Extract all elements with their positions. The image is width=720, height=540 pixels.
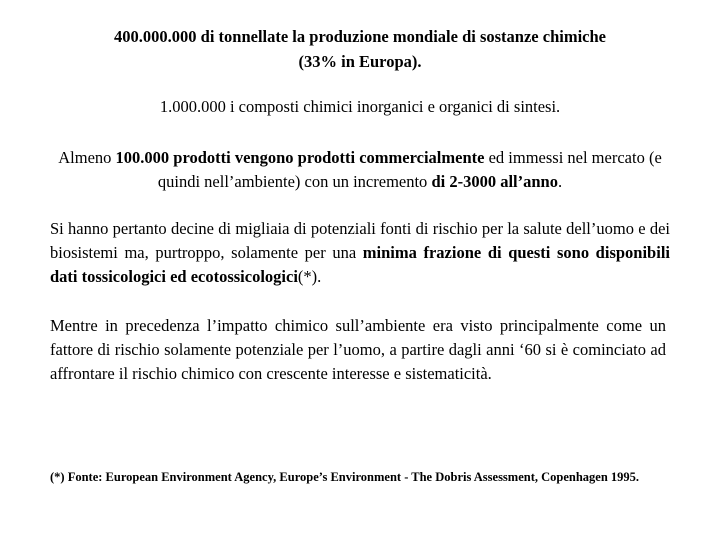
compounds-statement: 1.000.000 i composti chimici inorganici e organici di sintesi. xyxy=(159,97,561,116)
risk-sources-paragraph xyxy=(50,217,670,289)
products-paragraph xyxy=(50,146,670,194)
production-line-2: (33% in Europa). xyxy=(298,52,422,71)
footnote-marker: (*). xyxy=(297,267,322,286)
data-availability-highlight: minima frazione di questi sono disponibili dati tossicologici ed ecotossicologici xyxy=(50,243,670,286)
risk-text-a: Si hanno pertanto decine di migliaia di potenziali fonti di rischio per la salute dell’uomo e dei biosistemi ma, purtroppo, solamente per una xyxy=(50,219,670,262)
chemical-impact-paragraph: Mentre in precedenza l’impatto chimico sull’ambiente era visto principalmente come un fattore di rischio solamente potenziale per l’uomo, a partire dagli anni ‘60 si è cominciato ad affrontare il rischio chimico con crescente interesse e sistematicità. xyxy=(50,316,666,383)
products-text-e: . xyxy=(557,172,563,191)
increment-highlight: di 2-3000 all’anno xyxy=(431,172,558,191)
production-line-1: 400.000.000 di tonnellate la produzione mondiale di sostanze chimiche xyxy=(114,27,606,46)
footnote-source: (*) Fonte: European Environment Agency, Europe’s Environment - The Dobris Assessment, Copenhagen 1995. xyxy=(50,470,640,484)
products-highlight: 100.000 prodotti vengono prodotti commercialmente xyxy=(115,148,485,167)
products-text-c: ed immessi nel mercato (e quindi nell’ambiente) con un incremento xyxy=(157,148,662,191)
products-text-a: Almeno xyxy=(58,148,116,167)
production-statement xyxy=(40,24,680,74)
